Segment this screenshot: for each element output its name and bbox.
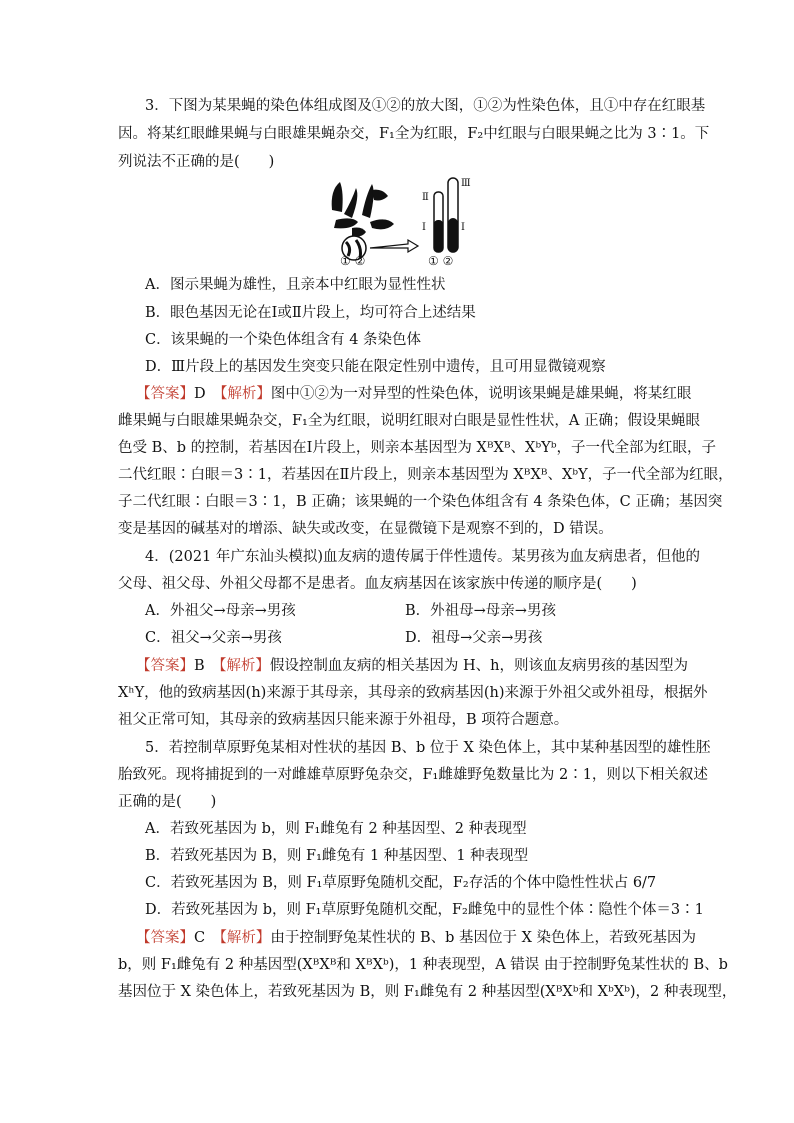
q3-analysis-line-4: 二代红眼∶白眼＝3∶1，若基因在Ⅱ片段上，则亲本基因型为 XᴮXᴮ、XᵇY，子一代全部为红眼， <box>118 467 733 483</box>
q5-analysis-line-1: 由于控制野兔某性状的 B、b 基因位于 X 染色体上，若致死基因为 <box>270 930 697 946</box>
q3-stem-line-2: 因。将某红眼雌果蝇与白眼雄果蝇杂交，F₁全为红眼，F₂中红眼与白眼果蝇之比为 3∶1。下 <box>118 126 710 142</box>
q5-stem-line-2: 胎致死。现将捕捉到的一对雌雄草原野兔杂交，F₁雌雄野兔数量比为 2∶1，则以下相关叙述 <box>118 767 708 783</box>
q4-analysis-line-2: XʰY，他的致病基因(h)来源于其母亲，其母亲的致病基因(h)来源于外祖父或外祖母，根据外 <box>118 685 708 701</box>
segment-label-i-left: Ⅰ <box>422 222 426 233</box>
q5-option-b: B．若致死基因为 B，则 F₁雌兔有 1 种基因型、1 种表现型 <box>145 848 529 864</box>
q4-stem-line-2: 父母、祖父母、外祖父母都不是患者。血友病基因在该家族中传递的顺序是( ) <box>118 576 637 592</box>
q5-option-c: C．若致死基因为 B，则 F₁草原野兔随机交配，F₂存活的个体中隐性性状占 6/7 <box>145 875 657 891</box>
q4-analysis-line-1: 假设控制血友病的相关基因为 H、h，则该血友病男孩的基因型为 <box>269 658 688 674</box>
q4-answer: B <box>194 658 220 674</box>
q3-analysis-line-3: 色受 B、b 的控制，若基因在Ⅰ片段上，则亲本基因型为 XᴮXᴮ、XᵇYᵇ，子一代全部为红眼，子 <box>118 440 717 456</box>
q4-stem-line-1: 4．(2021 年广东汕头模拟)血友病的遗传属于伴性遗传。某男孩为血友病患者，但他的 <box>145 549 701 565</box>
q4-analysis-line-3: 祖父正常可知，其母亲的致病基因只能来源于外祖母，B 项符合题意。 <box>118 712 569 728</box>
q4-option-b: B．外祖母→母亲→男孩 <box>405 603 556 619</box>
q4-option-d: D．祖母→父亲→男孩 <box>405 630 543 646</box>
q3-option-d: D．Ⅲ片段上的基因发生突变只能在限定性别中遗传，且可用显微镜观察 <box>145 359 606 375</box>
q4-option-c: C．祖父→父亲→男孩 <box>145 630 282 646</box>
q3-analysis-line-1: 图中①②为一对异型的性染色体，说明该果蝇是雄果蝇，将某红眼 <box>270 386 692 402</box>
answer-tag: 【答案】 <box>136 386 194 402</box>
q5-answer-line <box>136 928 696 948</box>
chromosome-figure <box>322 170 472 270</box>
q5-stem-line-1: 5．若控制草原野兔某相对性状的基因 B、b 位于 X 染色体上，其中某种基因型的雄性胚 <box>145 740 711 756</box>
q5-stem-line-3: 正确的是( ) <box>118 794 217 810</box>
q5-answer: C <box>194 930 220 946</box>
segment-label-ii: Ⅱ <box>422 192 429 203</box>
q3-stem-line-1: 3．下图为某果蝇的染色体组成图及①②的放大图，①②为性染色体，且①中存在红眼基 <box>145 98 706 114</box>
analysis-tag: 【解析】 <box>219 658 270 674</box>
q3-option-c: C．该果蝇的一个染色体组含有 4 条染色体 <box>145 332 422 348</box>
analysis-tag: 【解析】 <box>220 386 271 402</box>
q3-stem-line-3: 列说法不正确的是( ) <box>118 154 275 170</box>
q4-option-a: A．外祖父→母亲→男孩 <box>145 603 296 619</box>
q3-analysis-line-6: 变是基因的碱基对的增添、缺失或改变，在显微镜下是观察不到的，D 错误。 <box>118 521 613 537</box>
segment-label-iii: Ⅲ <box>461 178 471 189</box>
q3-answer: D <box>194 386 221 402</box>
q4-answer-line <box>136 656 688 676</box>
q5-analysis-line-2: b，则 F₁雌兔有 2 种基因型(XᴮXᴮ和 XᴮXᵇ)，1 种表现型，A 错误 由于控制野兔某性状的 B、b <box>118 957 728 973</box>
figure-label-right: ① ② <box>428 254 454 268</box>
analysis-tag: 【解析】 <box>219 930 271 946</box>
segment-label-i-right: Ⅰ <box>461 222 465 233</box>
q3-option-b: B．眼色基因无论在Ⅰ或Ⅱ片段上，均可符合上述结果 <box>145 305 476 321</box>
q3-analysis-line-5: 子二代红眼∶白眼＝3∶1，B 正确；该果蝇的一个染色体组含有 4 条染色体，C 正确；基因突 <box>118 494 723 510</box>
q3-analysis-line-2: 雌果蝇与白眼雄果蝇杂交，F₁全为红眼，说明红眼对白眼是显性性状，A 正确；假设果蝇眼 <box>118 413 700 429</box>
q3-option-a: A．图示果蝇为雄性，且亲本中红眼为显性性状 <box>145 277 446 293</box>
q5-option-d: D．若致死基因为 b，则 F₁草原野兔随机交配，F₂雌兔中的显性个体∶隐性个体＝3∶1 <box>145 902 704 918</box>
figure-label-left: ① ② <box>340 254 366 268</box>
answer-tag: 【答案】 <box>136 658 194 674</box>
q3-answer-line <box>136 384 691 404</box>
q5-analysis-line-3: 基因位于 X 染色体上，若致死基因为 B，则 F₁雌兔有 2 种基因型(XᴮXᵇ和 XᵇXᵇ)，2 种表现型， <box>118 984 737 1000</box>
answer-tag: 【答案】 <box>136 930 194 946</box>
q5-option-a: A．若致死基因为 b，则 F₁雌兔有 2 种基因型、2 种表现型 <box>145 821 527 837</box>
